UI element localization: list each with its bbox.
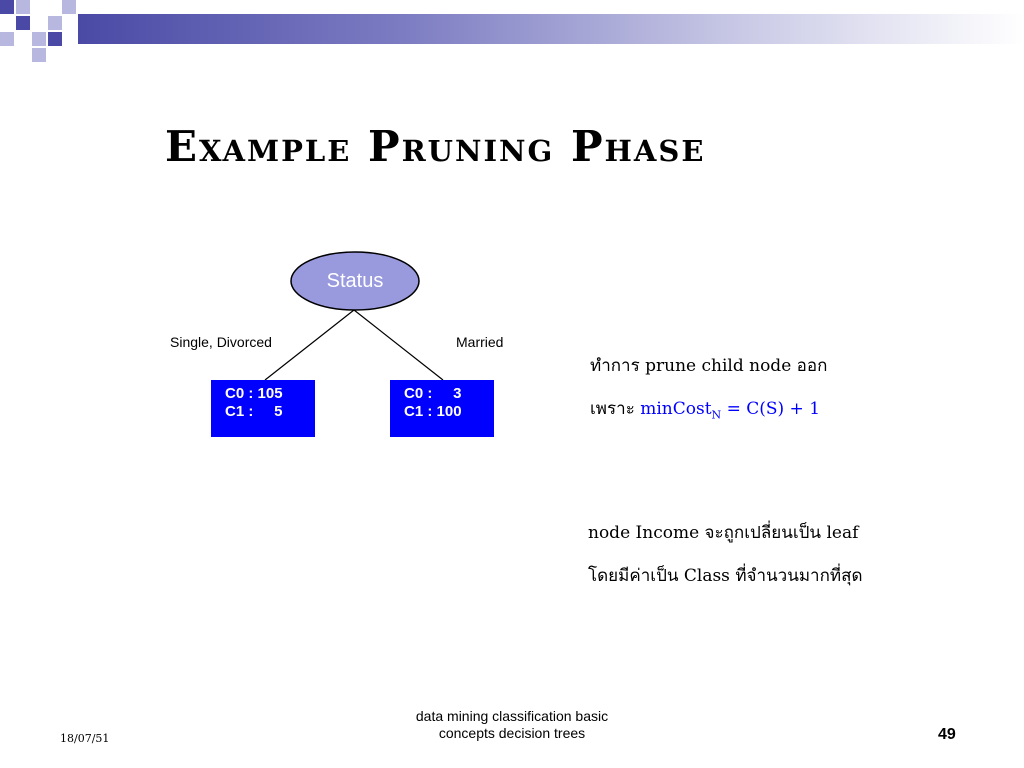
formula-rest: = C(S) + 1 bbox=[721, 399, 821, 419]
slide-title: Example Pruning Phase bbox=[165, 122, 706, 171]
footer-caption bbox=[362, 708, 662, 742]
formula-main: minCost bbox=[640, 399, 712, 419]
footer-caption-line2: concepts decision trees bbox=[438, 725, 586, 741]
left-leaf-c1: C1 : 5 bbox=[225, 403, 283, 420]
footer-caption-line1: data mining classification basic bbox=[415, 708, 609, 724]
edge-left bbox=[265, 310, 354, 380]
left-leaf-node bbox=[211, 380, 315, 437]
left-edge-label: Single, Divorced bbox=[170, 334, 272, 350]
note-prune: ทำการ prune child node ออก bbox=[590, 356, 828, 376]
right-leaf-c0: C0 : 3 bbox=[404, 385, 462, 402]
formula-subscript: N bbox=[711, 408, 722, 422]
page-number: 49 bbox=[938, 726, 956, 743]
right-leaf-node bbox=[390, 380, 494, 437]
edge-right bbox=[354, 310, 443, 380]
note-reason-prefix: เพราะ bbox=[590, 399, 641, 419]
note-reason bbox=[590, 395, 820, 422]
root-node-label: Status bbox=[326, 270, 384, 292]
left-leaf-c0: C0 : 105 bbox=[225, 385, 283, 402]
footer-date: 18/07/51 bbox=[60, 732, 110, 745]
note-leaf-change: node Income จะถูกเปลี่ยนเป็น leaf bbox=[588, 523, 859, 543]
right-leaf-c1: C1 : 100 bbox=[404, 403, 462, 420]
note-class-value: โดยมีค่าเป็น Class ที่จำนวนมากที่สุด bbox=[588, 566, 863, 586]
right-edge-label: Married bbox=[456, 334, 504, 350]
